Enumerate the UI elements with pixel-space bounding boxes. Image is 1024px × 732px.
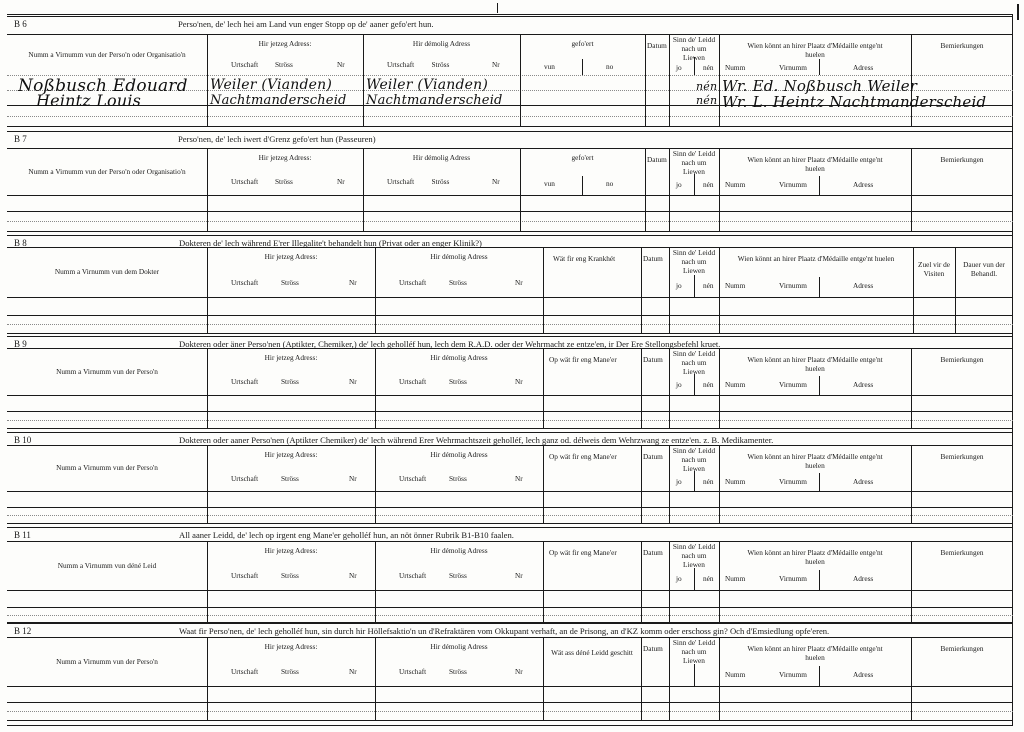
b10-code: B 10 — [14, 435, 32, 445]
b10-column-rule — [669, 445, 670, 523]
b6-column-rule — [207, 34, 208, 126]
b8-column-rule — [913, 247, 914, 333]
b7-medal-firstname-header: Virnumm — [779, 180, 807, 190]
b6-medal-firstname-header: Virnumm — [779, 63, 807, 73]
b11-medal-header: Wien könnt an hirer Plaatz d'Médaille entge'nt huelen — [747, 548, 883, 566]
b10-current-address-header: Hir jetzeg Adress: — [264, 450, 318, 459]
b9-former-street-header: Ströss — [449, 377, 467, 387]
b12-row-rule — [7, 686, 1013, 687]
b6-name-header: Numm a Virnumm vun der Perso'n oder Organisatio'n — [28, 49, 186, 59]
b12-what-done-header: Wät ass déné Leidd geschitt — [551, 648, 633, 657]
b10-no-header: nén — [703, 476, 714, 486]
b8-code: B 8 — [14, 238, 27, 248]
b6-remarks-header: Bemierkungen — [940, 41, 984, 50]
b10-former-address-header: Hir démolig Adress — [430, 450, 488, 459]
b7-bottom-rule — [7, 231, 1013, 232]
b12-current-street-header: Ströss — [281, 667, 299, 677]
b11-column-rule — [719, 541, 720, 622]
b9-current-nr-header: Nr — [349, 377, 357, 387]
b8-survivors-header: Sinn de' Leidd nach um Liewen — [672, 248, 716, 275]
b7-date-header: Datum — [647, 155, 667, 164]
b8-column-rule — [719, 247, 720, 333]
b8-no-header: nén — [703, 281, 714, 290]
b7-no-header: nén — [703, 180, 714, 190]
b8-column-rule — [543, 247, 544, 333]
b8-bottom-rule — [7, 333, 1013, 334]
b12-medal-name-header: Numm — [725, 670, 746, 680]
b10-column-rule — [719, 445, 720, 523]
b10-column-rule — [543, 445, 544, 523]
b7-header-rule — [7, 148, 1013, 149]
b6-former-town-header: Urtschaft — [387, 60, 415, 70]
b10-name-header: Numm a Virnumm vun der Perso'n — [56, 463, 158, 472]
b12-column-rule — [669, 637, 670, 720]
b7-dotted-row — [7, 221, 1013, 222]
b6-bottom-rule — [7, 126, 1013, 127]
b6-former-address-header: Hir démolig Adress — [412, 39, 471, 48]
b7-former-nr-header: Nr — [492, 177, 500, 187]
b12-medal-divider — [819, 666, 820, 686]
b7-row-rule — [7, 211, 1013, 212]
b9-former-town-header: Urtschaft — [399, 377, 427, 387]
b12-medal-address-header: Adress — [853, 670, 874, 680]
b12-former-nr-header: Nr — [515, 667, 523, 677]
b6-to-header: no — [606, 62, 614, 72]
b9-dotted-row — [7, 420, 1013, 421]
b10-yes-no-divider — [694, 471, 695, 491]
b10-former-street-header: Ströss — [449, 473, 467, 483]
b9-current-street-header: Ströss — [281, 377, 299, 387]
b12-column-rule — [543, 637, 544, 720]
b8-column-rule — [641, 247, 642, 333]
b6-entry-1-name: Noßbusch Edouard — [18, 76, 188, 96]
b11-survivors-header: Sinn de' Leidd nach um Liewen — [672, 542, 716, 569]
b9-no-header: nén — [703, 380, 714, 390]
b10-row-rule — [7, 507, 1013, 508]
b11-name-header: Numm a Virnumm vun déné Leid — [57, 560, 157, 570]
b6-column-rule — [719, 34, 720, 126]
b6-column-rule — [669, 34, 670, 126]
b10-survivors-header: Sinn de' Leidd nach um Liewen — [672, 446, 716, 473]
b10-header-rule — [7, 445, 1013, 446]
b12-remarks-header: Bemierkungen — [940, 644, 984, 653]
b9-yes-no-divider — [694, 374, 695, 395]
b6-fled-divider — [582, 59, 583, 75]
b9-code: B 9 — [14, 339, 27, 349]
b9-column-rule — [719, 348, 720, 428]
b8-medal-name-header: Numm — [725, 281, 746, 290]
b11-former-street-header: Ströss — [449, 571, 467, 581]
b6-current-street-header: Ströss — [275, 60, 293, 70]
b9-row-rule — [7, 395, 1013, 396]
b11-column-rule — [641, 541, 642, 622]
b7-current-street-header: Ströss — [275, 177, 293, 187]
b6-current-nr-header: Nr — [337, 60, 345, 70]
b7-column-rule — [719, 148, 720, 231]
b7-former-town-header: Urtschaft — [387, 177, 415, 187]
b10-how-header: Op wät fir eng Mane'er — [549, 452, 617, 461]
b7-former-street-header: Ströss — [431, 177, 450, 187]
b9-former-nr-header: Nr — [515, 377, 523, 387]
b7-medal-header: Wien könnt an hirer Plaatz d'Médaille entge'nt huelen — [747, 155, 883, 173]
right-crop-mark — [1017, 4, 1019, 20]
b11-current-town-header: Urtschaft — [231, 571, 259, 581]
b9-current-town-header: Urtschaft — [231, 377, 259, 387]
b8-column-rule — [669, 247, 670, 333]
b7-fled-divider — [582, 176, 583, 195]
b9-header-rule — [7, 348, 1013, 349]
b8-current-address-header: Hir jetzeg Adress: — [264, 252, 318, 261]
b6-column-rule — [645, 34, 646, 126]
b8-former-address-header: Hir démolig Adress — [430, 252, 488, 261]
b11-column-rule — [669, 541, 670, 622]
b8-duration-header: Dauer vun der Behandl. — [963, 260, 1005, 278]
b11-date-header: Datum — [643, 548, 663, 557]
b8-yes-header: jo — [676, 281, 682, 290]
b7-column-rule — [645, 148, 646, 231]
b11-no-header: nén — [703, 574, 714, 584]
b11-current-nr-header: Nr — [349, 571, 357, 581]
b12-row-rule — [7, 702, 1013, 703]
b7-current-town-header: Urtschaft — [231, 177, 259, 187]
b7-survivors-header: Sinn de' Leidd nach um Liewen — [672, 149, 716, 176]
b8-medal-header: Wien könnt an hirer Plaatz d'Médaille entge'nt huelen — [737, 254, 895, 263]
b7-medal-address-header: Adress — [853, 180, 874, 190]
b11-title: All aaner Leidd, de' lech op irgent eng Mane'er geholléf hun, an nöt önner Rubrik B1-B10 faalen. — [179, 530, 514, 540]
b11-medal-name-header: Numm — [725, 574, 746, 584]
b7-medal-divider — [819, 176, 820, 195]
b6-entry-1-no: nén — [696, 80, 718, 93]
b9-column-rule — [669, 348, 670, 428]
b12-current-town-header: Urtschaft — [231, 667, 259, 677]
b9-former-address-header: Hir démolig Adress — [430, 353, 488, 362]
b9-date-header: Datum — [643, 355, 663, 364]
b12-dotted-row — [7, 711, 1013, 712]
b12-survivors-header: Sinn de' Leidd nach um Liewen — [672, 638, 716, 665]
b7-column-rule — [669, 148, 670, 231]
b11-former-town-header: Urtschaft — [399, 571, 427, 581]
b10-former-nr-header: Nr — [515, 473, 523, 483]
b9-remarks-header: Bemierkungen — [940, 355, 984, 364]
b11-yes-no-divider — [694, 568, 695, 590]
b8-date-header: Datum — [643, 254, 663, 263]
b9-medal-firstname-header: Virnumm — [779, 380, 807, 390]
b7-title: Perso'nen, de' lech iwert d'Grenz gefo'ert hun (Passeuren) — [178, 134, 376, 144]
b11-medal-firstname-header: Virnumm — [779, 574, 807, 584]
b12-former-town-header: Urtschaft — [399, 667, 427, 677]
b6-dotted-row — [7, 116, 1013, 117]
b9-name-header: Numm a Virnumm vun der Perso'n — [56, 366, 158, 376]
b8-title: Dokteren de' lech während E'rer Illegalite't behandelt hun (Privat oder an enger Klinik?) — [179, 238, 482, 248]
b6-no-header: nén — [703, 63, 714, 73]
b11-former-address-header: Hir démolig Adress — [430, 546, 488, 555]
b9-current-address-header: Hir jetzeg Adress: — [264, 353, 318, 362]
b12-column-rule — [719, 637, 720, 720]
b11-column-rule — [543, 541, 544, 622]
b6-current-address-header: Hir jetzeg Adress: — [258, 39, 312, 48]
b10-dotted-row — [7, 515, 1013, 516]
b8-current-street-header: Ströss — [281, 278, 299, 287]
b10-row-rule — [7, 491, 1013, 492]
b10-title: Dokteren oder aaner Perso'nen (Aptikter Chemiker) de' lech während Erer Wehrmachtszeit geholléf, lech ganz od. délweis dem Wehrzwang ze entze'en. z. B. Medikamenter. — [179, 435, 774, 445]
b8-dotted-row — [7, 324, 1013, 325]
b12-top-rule — [7, 623, 1013, 624]
b9-title: Dokteren oder äner Perso'nen (Aptikter, Chemiker,) de' lech geholléf hun, lech dem R.A.D. oder der Wehrmacht ze entze'en, ir Der Ere Stellongsbefehl kruet. — [179, 339, 721, 349]
b6-code: B 6 — [14, 19, 27, 29]
b8-medal-firstname-header: Virnumm — [779, 281, 807, 290]
b6-from-header: vun — [544, 62, 555, 72]
b7-remarks-header: Bemierkungen — [940, 155, 984, 164]
b12-medal-firstname-header: Virnumm — [779, 670, 807, 680]
b6-entry-2-medal: Wr. L. Heintz Nachtmanderscheid — [722, 93, 987, 111]
b7-from-header: vun — [544, 179, 555, 189]
b6-yes-header: jo — [676, 63, 682, 73]
b7-name-header: Numm a Virnumm vun der Perso'n oder Organisatio'n — [28, 166, 186, 176]
b8-row-rule — [7, 297, 1013, 298]
b8-current-nr-header: Nr — [349, 278, 357, 287]
top-crop-mark — [497, 3, 498, 13]
b12-current-nr-header: Nr — [349, 667, 357, 677]
b11-medal-divider — [819, 570, 820, 590]
b9-medal-divider — [819, 376, 820, 395]
b6-entry-1-medal: Wr. Ed. Noßbusch Weiler — [722, 77, 918, 95]
b9-how-header: Op wät fir eng Mane'er — [549, 355, 617, 364]
b11-current-street-header: Ströss — [281, 571, 299, 581]
b12-code: B 12 — [14, 626, 32, 636]
b10-date-header: Datum — [643, 452, 663, 461]
b10-bottom-rule — [7, 523, 1013, 524]
b11-dotted-row — [7, 615, 1013, 616]
b8-visits-header: Zuel vir de Visiten — [917, 260, 950, 278]
b12-column-rule — [641, 637, 642, 720]
b9-medal-address-header: Adress — [853, 380, 874, 390]
b10-current-street-header: Ströss — [281, 473, 299, 483]
b12-date-header: Datum — [643, 644, 663, 653]
b8-name-header: Numm a Virnumm vun dem Dokter — [54, 267, 160, 276]
b7-medal-name-header: Numm — [725, 180, 746, 190]
b6-entry-1-current-address: Weiler (Vianden) — [210, 77, 333, 93]
b12-former-street-header: Ströss — [449, 667, 467, 677]
b6-column-rule — [520, 34, 521, 126]
b7-yes-no-divider — [694, 174, 695, 195]
b8-row-rule — [7, 315, 1013, 316]
b8-current-town-header: Urtschaft — [231, 278, 259, 287]
b8-former-street-header: Ströss — [449, 278, 467, 287]
b10-medal-divider — [819, 473, 820, 491]
b11-yes-header: jo — [676, 574, 682, 584]
b11-row-rule — [7, 607, 1013, 608]
b10-medal-address-header: Adress — [853, 476, 874, 486]
b12-title: Waat fir Perso'nen, de' lech geholléf hun, sin durch hir Höllefsaktio'n un d'Refraktären vom Okkupant verhaft, an de Prisong, an d'KZ komm oder erschoss gin? Och d'Emsiedlung opfe'eren. — [179, 626, 830, 636]
b8-former-nr-header: Nr — [515, 278, 523, 287]
b11-former-nr-header: Nr — [515, 571, 523, 581]
b6-entry-2-former-address: Nachtmanderscheid — [366, 93, 503, 108]
b11-header-rule — [7, 541, 1013, 542]
b7-yes-header: jo — [676, 180, 682, 190]
b6-entry-2-no: nén — [696, 94, 718, 107]
b6-date-header: Datum — [647, 41, 667, 50]
b9-row-rule — [7, 411, 1013, 412]
b6-current-town-header: Urtschaft — [231, 60, 259, 70]
b11-remarks-header: Bemierkungen — [940, 548, 984, 557]
b6-former-street-header: Ströss — [431, 60, 450, 70]
b8-former-town-header: Urtschaft — [399, 278, 427, 287]
b10-top-rule — [7, 432, 1013, 433]
b7-fled-header: gefo'ert — [571, 153, 594, 162]
b11-how-header: Op wät fir eng Mane'er — [549, 548, 617, 557]
b11-current-address-header: Hir jetzeg Adress: — [264, 546, 318, 555]
b12-medal-header: Wien könnt an hirer Plaatz d'Médaille entge'nt huelen — [747, 644, 883, 662]
b10-yes-header: jo — [676, 476, 682, 486]
b7-former-address-header: Hir démolig Adress — [412, 153, 471, 162]
b11-row-rule — [7, 590, 1013, 591]
b12-bottom-rule — [7, 720, 1013, 721]
b6-former-nr-header: Nr — [492, 60, 500, 70]
b7-to-header: no — [606, 179, 614, 189]
b6-header-rule — [7, 34, 1013, 35]
b11-top-rule — [7, 527, 1013, 528]
b6-top-rule — [7, 16, 1013, 17]
b12-header-rule — [7, 637, 1013, 638]
b10-current-town-header: Urtschaft — [231, 473, 259, 483]
b8-yes-no-divider — [694, 275, 695, 297]
b9-bottom-rule — [7, 428, 1013, 429]
b6-entry-1-former-address: Weiler (Vianden) — [366, 77, 489, 93]
b11-medal-address-header: Adress — [853, 574, 874, 584]
b9-medal-header: Wien könnt an hirer Plaatz d'Médaille entge'nt huelen — [747, 355, 883, 373]
b10-medal-firstname-header: Virnumm — [779, 476, 807, 486]
b6-medal-name-header: Numm — [725, 63, 746, 73]
b10-former-town-header: Urtschaft — [399, 473, 427, 483]
b6-fled-header: gefo'ert — [571, 39, 594, 48]
b8-illness-header: Wät fir eng Krankhét — [553, 254, 616, 263]
b6-survivors-header: Sinn de' Leidd nach um Liewen — [672, 35, 716, 62]
b12-yes-no-divider — [694, 664, 695, 686]
b12-current-address-header: Hir jetzeg Adress: — [264, 642, 318, 651]
b8-medal-address-header: Adress — [853, 281, 874, 290]
b7-top-rule — [7, 131, 1013, 132]
b10-column-rule — [641, 445, 642, 523]
b8-medal-divider — [819, 277, 820, 297]
b6-entry-2-name: Heintz Louis — [36, 91, 142, 110]
b9-top-rule — [7, 336, 1013, 337]
b6-medal-divider — [819, 59, 820, 75]
b9-survivors-header: Sinn de' Leidd nach um Liewen — [672, 349, 716, 376]
b11-code: B 11 — [14, 530, 31, 540]
b6-medal-header: Wien könnt an hirer Plaatz d'Médaille entge'nt huelen — [747, 41, 883, 59]
b6-column-rule — [363, 34, 364, 126]
b10-medal-name-header: Numm — [725, 476, 746, 486]
b10-medal-header: Wien könnt an hirer Plaatz d'Médaille entge'nt huelen — [747, 452, 883, 470]
b9-column-rule — [543, 348, 544, 428]
b6-title: Perso'nen, de' lech hei am Land vun enger Stopp op de' aaner gefo'ert hun. — [178, 19, 434, 29]
b8-header-rule — [7, 247, 1013, 248]
b7-current-address-header: Hir jetzeg Adress: — [258, 153, 312, 162]
b8-top-rule — [7, 235, 1013, 236]
b7-current-nr-header: Nr — [337, 177, 345, 187]
b7-row-rule — [7, 195, 1013, 196]
b9-yes-header: jo — [676, 380, 682, 390]
b9-medal-name-header: Numm — [725, 380, 746, 390]
b12-name-header: Numm a Virnumm vun der Perso'n — [56, 656, 158, 666]
b10-remarks-header: Bemierkungen — [940, 452, 984, 461]
b6-entry-2-current-address: Nachtmanderscheid — [210, 93, 347, 108]
b6-medal-address-header: Adress — [853, 63, 874, 73]
b8-column-rule — [955, 247, 956, 333]
b7-code: B 7 — [14, 134, 27, 144]
b10-current-nr-header: Nr — [349, 473, 357, 483]
b12-former-address-header: Hir démolig Adress — [430, 642, 488, 651]
b9-column-rule — [641, 348, 642, 428]
